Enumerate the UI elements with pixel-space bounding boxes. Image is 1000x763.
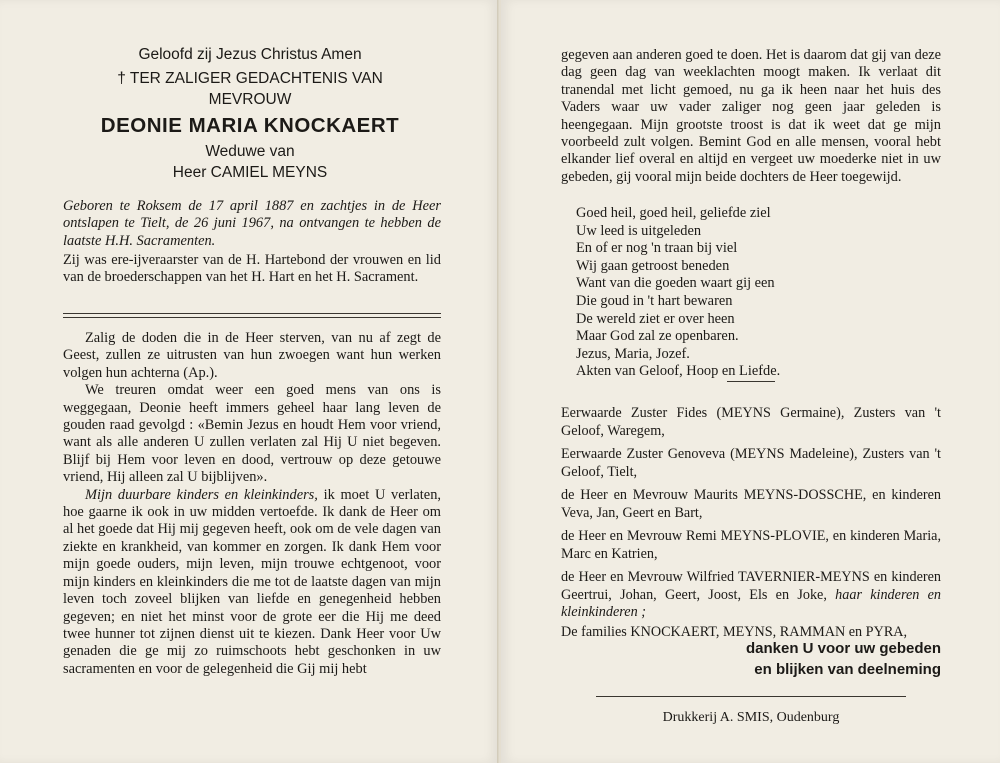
header-title: MEVROUW xyxy=(208,91,292,108)
family-entry: de Heer en Mevrouw Maurits MEYNS-DOSSCHE, en kinderen Veva, Jan, Geert en Bart, xyxy=(561,487,941,521)
header-memory: † TER ZALIGER GEDACHTENIS VAN xyxy=(117,70,383,87)
deceased-name: DEONIE MARIA KNOCKAERT xyxy=(100,114,400,137)
right-body xyxy=(561,47,941,186)
right-page xyxy=(501,0,1000,763)
poem-line: Wij gaan getroost beneden xyxy=(576,257,730,274)
poem-divider xyxy=(727,381,775,382)
left-body xyxy=(63,330,441,678)
family-list xyxy=(561,405,941,647)
poem-line: Jezus, Maria, Jozef. xyxy=(576,345,690,362)
header-prayer: Geloofd zij Jezus Christus Amen xyxy=(138,46,362,63)
poem-line: Want van die goeden waart gij een xyxy=(576,275,775,292)
printer-credit: Drukkerij A. SMIS, Oudenburg xyxy=(662,710,840,725)
membership-line: Zij was ere-ijveraarster van de H. Hartebond der vrouwen en lid van de broederschappen van het H. Hart en het H. Sacrament. xyxy=(63,252,441,286)
farewell-paragraph xyxy=(63,487,441,678)
family-children-note: haar kinderen en kleinkinderen ; xyxy=(561,586,941,620)
poem-line: Akten van Geloof, Hoop en Liefde. xyxy=(576,363,781,380)
poem-line: De wereld ziet er over heen xyxy=(576,310,735,327)
header-widow: Weduwe van xyxy=(205,143,295,160)
left-page xyxy=(0,0,499,763)
family-entry: Eerwaarde Zuster Genoveva (MEYNS Madeleine), Zusters van 't Geloof, Tielt, xyxy=(561,446,941,480)
thanks-block xyxy=(651,638,941,680)
thanks-line-2: en blijken van deelneming xyxy=(754,661,941,678)
family-entry: De families KNOCKAERT, MEYNS, RAMMAN en PYRA, xyxy=(561,623,908,640)
poem-line: Maar God zal ze openbaren. xyxy=(576,328,739,345)
family-entry-text: de Heer en Mevrouw Wilfried TAVERNIER-MEYNS en kinderen Geertrui, Johan, Geert, Joost, Els en Joke, xyxy=(561,569,941,603)
header-husband: Heer CAMIEL MEYNS xyxy=(172,164,328,181)
farewell-continued: gegeven aan anderen goed te doen. Het is daarom dat gij van deze dag geen dag van weeklachten moogt maken. Ik verlaat dit tranendal met licht gemoed, nu ga ik heen naar het huis des Vaders waar uw vader zaliger nog geen jaar geleden is heengegaan. Mijn grootste troost is dat ik weet dat ge mijn voorbeeld zult volgen. Bemint God en alle mensen, vooral hebt elkander lief overal en altijd en vergeet uw moederke niet in uw gebeden, gij vooral mijn beide dochters de Heer toegewijd. xyxy=(561,47,941,185)
header-block xyxy=(60,44,440,183)
poem-line: En of er nog 'n traan bij viel xyxy=(576,240,738,257)
farewell-text: ik moet U verlaten, hoe gaarne ik ook in uw midden vertoefde. Ik dank de Heer om al het goede dat Hij mij gegeven heeft, ook om de vele dagen van ziekte en krankheid, van kommer en zorgen. Ik dank Hem voor mijn goede ouders, mijn leven, mijn trouwe echtgenoot, voor mijn kinders en kleinkinders die me tot de laatste dagen van mijn leven toch zoveel blijken van liefde en genegenheid hebben gegeven; en niet het minst voor de grote eer die Hij me deed twee hunner tot zijnen dienst uit te kiezen. Dank Heer voor Uw genaden die ge mij zo ruimschoots hebt geschonken in uw sacramenten en voor de gelegenheid die Gij mij hebt xyxy=(63,486,441,677)
poem-line: Die goud in 't hart bewaren xyxy=(576,292,733,309)
membership-text xyxy=(63,252,441,287)
poem-line: Uw leed is uitgeleden xyxy=(576,222,702,239)
mourning-paragraph: We treuren omdat weer een goed mens van ons is weggegaan, Deonie heeft immers geheel haar lang leven de gouden raad gevolgd : «Bemin Jezus en houdt Hem voor vriend, want als alle anderen U zullen verlaten zal Hij U niet begeven. Blijf bij Hem voor leven en dood, vertrouw op deze getouwe vriend, Hij alleen zal U bijblijven». xyxy=(63,382,441,486)
thanks-line-1: danken U voor uw gebeden xyxy=(745,640,941,657)
family-entry: de Heer en Mevrouw Remi MEYNS-PLOVIE, en kinderen Maria, Marc en Katrien, xyxy=(561,528,941,562)
poem-block xyxy=(576,205,936,381)
beatitude-paragraph: Zalig de doden die in de Heer sterven, van nu af zegt de Geest, zullen ze uitrusten van hun zwoegen want hun werken volgen hun achterna (Ap.). xyxy=(63,330,441,381)
birth-text: Geboren te Roksem de 17 april 1887 en zachtjes in de Heer ontslapen te Tielt, de 26 juni 1967, na ontvangen te hebben de laatste H.H. Sacramenten. xyxy=(63,198,441,249)
divider-top xyxy=(63,313,441,314)
divider-bottom xyxy=(63,317,441,318)
printer-divider xyxy=(596,696,906,697)
family-entry: Eerwaarde Zuster Fides (MEYNS Germaine), Zusters van 't Geloof, Waregem, xyxy=(561,405,941,439)
poem-line: Goed heil, goed heil, geliefde ziel xyxy=(576,205,771,221)
family-entry xyxy=(561,569,941,622)
farewell-address: Mijn duurbare kinders en kleinkinders, xyxy=(85,486,318,503)
